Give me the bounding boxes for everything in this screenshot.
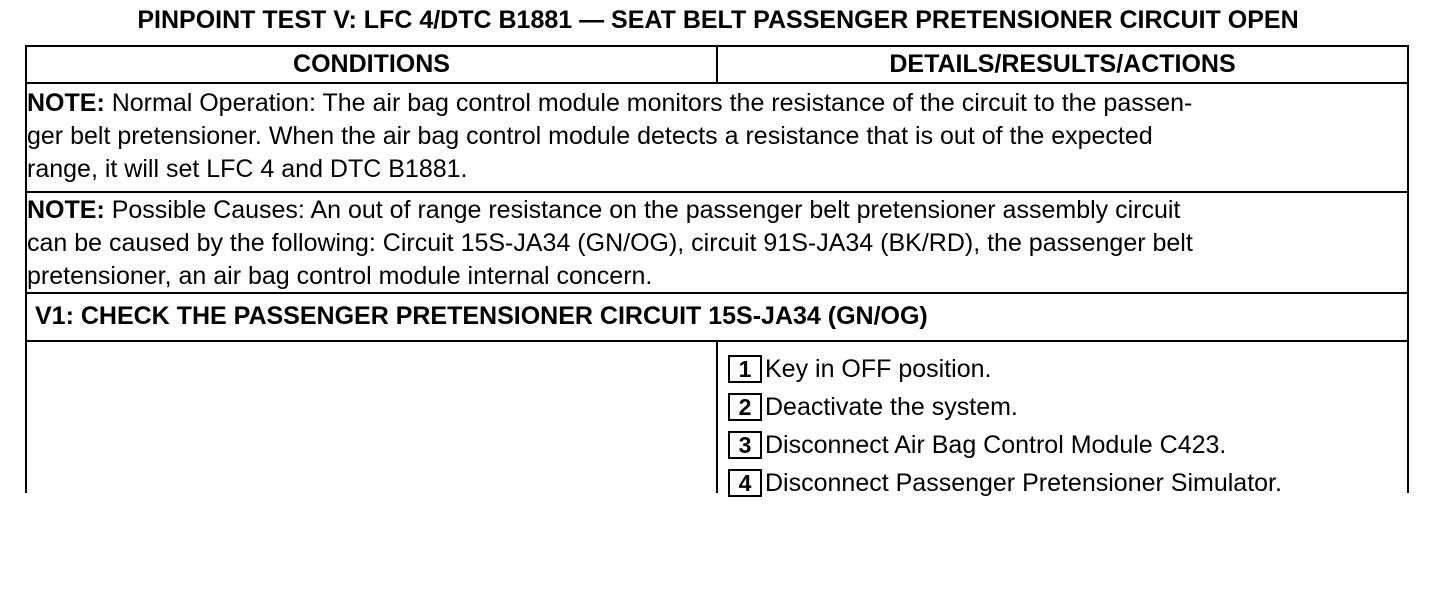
actions-cell	[718, 342, 1407, 497]
note-text-line: range, it will set LFC 4 and DTC B1881.	[27, 155, 468, 183]
note-text: Normal Operation: The air bag control module monitors the resistance of the circuit to the passen-	[104, 89, 1193, 117]
note-text-line: pretensioner, an air bag control module internal concern.	[27, 262, 653, 290]
step-item	[728, 388, 1407, 426]
note-possible-causes	[27, 193, 1407, 294]
step-number-badge: 2	[728, 393, 762, 421]
step-item	[728, 464, 1407, 502]
note-text: Possible Causes: An out of range resistance on the passenger belt pretensioner assembly circuit	[104, 196, 1181, 224]
section-heading-v1: V1: CHECK THE PASSENGER PRETENSIONER CIRCUIT 15S-JA34 (GN/OG)	[27, 294, 1407, 342]
note-label: NOTE:	[27, 89, 105, 117]
step-item	[728, 350, 1407, 388]
conditions-cell	[27, 342, 718, 493]
note-text-line: ger belt pretensioner. When the air bag control module detects a resistance that is out of the expected	[27, 122, 1153, 150]
step-text: Disconnect Air Bag Control Module C423.	[765, 430, 1227, 459]
page-title: PINPOINT TEST V: LFC 4/DTC B1881 — SEAT BELT PASSENGER PRETENSIONER CIRCUIT OPEN	[137, 6, 1299, 34]
note-label: NOTE:	[27, 196, 105, 224]
step-text: Disconnect Passenger Pretensioner Simulator.	[765, 468, 1282, 497]
step-number-badge: 3	[728, 431, 762, 459]
step-item	[728, 426, 1407, 464]
test-step-row	[27, 342, 1407, 497]
note-normal-operation	[27, 84, 1407, 193]
details-results-actions-header: DETAILS/RESULTS/ACTIONS	[889, 50, 1236, 78]
pinpoint-test-table	[25, 45, 1409, 497]
step-text: Key in OFF position.	[765, 354, 992, 383]
conditions-header: CONDITIONS	[27, 47, 718, 82]
step-number-badge: 1	[728, 355, 762, 383]
step-text: Deactivate the system.	[765, 392, 1018, 421]
note-text-line: can be caused by the following: Circuit 15S-JA34 (GN/OG), circuit 91S-JA34 (BK/RD), the passenger belt	[27, 229, 1193, 257]
table-header-row	[27, 47, 1407, 84]
step-number-badge: 4	[728, 469, 762, 497]
